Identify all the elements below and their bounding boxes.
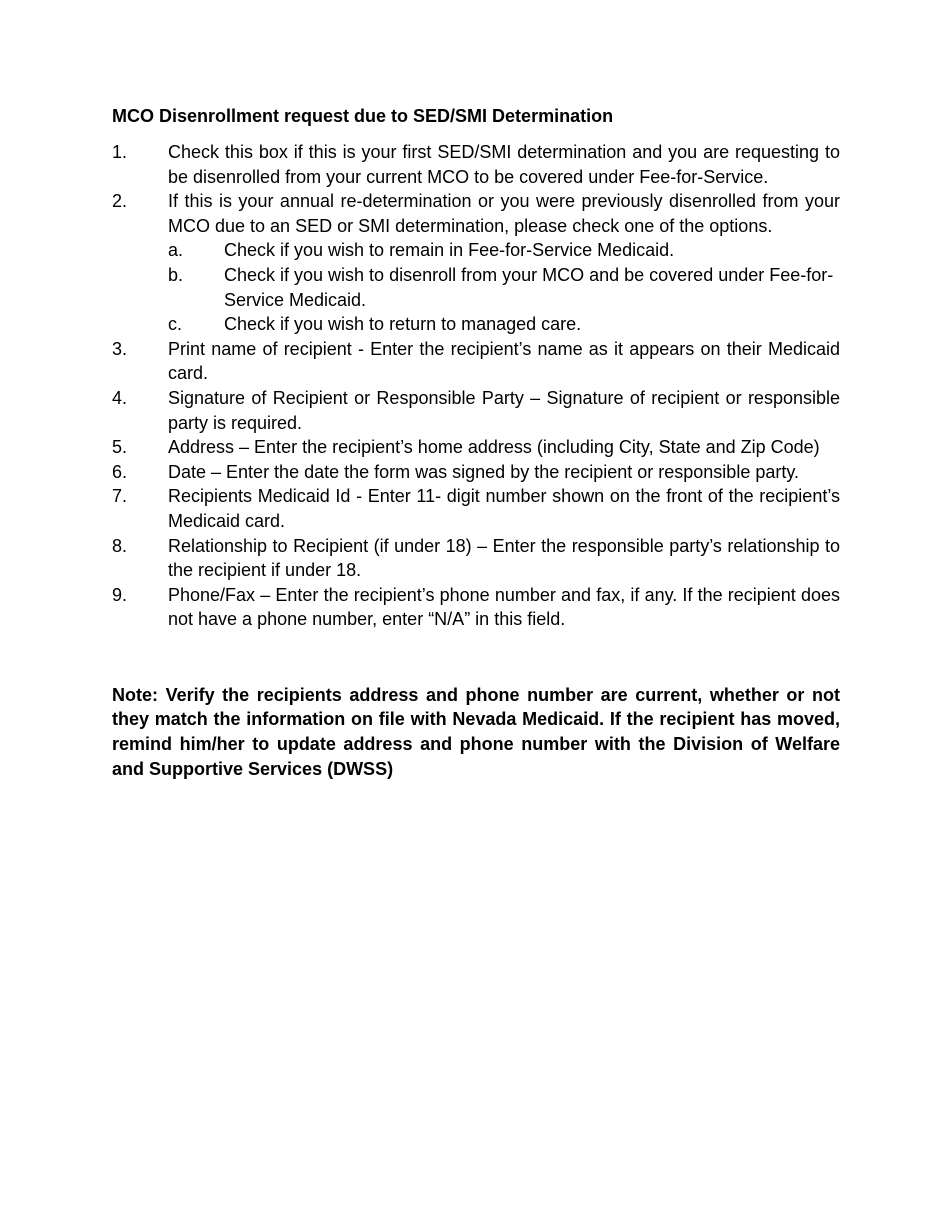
item-text: Print name of recipient - Enter the recipient’s name as it appears on their Medicaid card. — [168, 338, 840, 384]
item-number: 4. — [112, 387, 128, 408]
item-text: Date – Enter the date the form was signed by the recipient or responsible party. — [168, 461, 800, 482]
list-item-4 — [112, 386, 840, 435]
item-text: Relationship to Recipient (if under 18) – Enter the responsible party’s relationship to the recipient if under 18. — [168, 535, 840, 581]
list-item-9 — [112, 583, 840, 632]
item-number: 1. — [112, 142, 128, 162]
item-number: 2. — [112, 191, 128, 212]
instruction-list — [112, 140, 840, 632]
sub-item-text: Check if you wish to return to managed care. — [224, 314, 582, 335]
item-number: 3. — [112, 338, 128, 359]
sub-item-letter: b. — [168, 264, 184, 285]
list-item-3 — [112, 337, 840, 386]
sub-item-letter: a. — [168, 240, 184, 261]
verification-note: Note: Verify the recipients address and phone number are current, whether or not they match the information on file with Nevada Medicaid. If the recipient has moved, remind him/her to update address and phone number with the Division of Welfare and Supportive Services (DWSS) — [112, 684, 840, 779]
list-item-6 — [112, 460, 840, 485]
item-text: Check this box if this is your first SED/SMI determination and you are requesting to be disenrolled from your current MCO to be covered under Fee-for-Service. — [168, 142, 840, 187]
item-text: Recipients Medicaid Id - Enter 11- digit number shown on the front of the recipient’s Medicaid card. — [168, 486, 840, 531]
item-number: 7. — [112, 486, 128, 507]
list-item-2 — [112, 189, 840, 337]
sub-item-text: Check if you wish to disenroll from your MCO and be covered under Fee-for-Service Medicaid. — [224, 264, 834, 310]
item-number: 6. — [112, 461, 128, 482]
list-item-8 — [112, 534, 840, 583]
instructions-page — [112, 104, 840, 781]
page-title: MCO Disenrollment request due to SED/SMI Determination — [112, 106, 614, 126]
sub-item-c — [168, 312, 840, 337]
list-item-1 — [112, 140, 840, 189]
list-item-5 — [112, 435, 840, 460]
item-text: Signature of Recipient or Responsible Party – Signature of recipient or responsible party is required. — [168, 387, 840, 433]
sub-item-text: Check if you wish to remain in Fee-for-Service Medicaid. — [224, 240, 675, 261]
sub-item-letter: c. — [168, 314, 183, 335]
item-text: If this is your annual re-determination or you were previously disenrolled from your MCO due to an SED or SMI determination, please check one of the options. — [168, 191, 840, 236]
item-number: 9. — [112, 584, 128, 605]
item-text: Phone/Fax – Enter the recipient’s phone number and fax, if any. If the recipient does not have a phone number, enter “N/A” in this field. — [168, 584, 840, 630]
sub-item-a — [168, 238, 840, 263]
item-number: 5. — [112, 437, 128, 458]
sub-item-b — [168, 263, 840, 312]
item-text: Address – Enter the recipient’s home address (including City, State and Zip Code) — [168, 437, 820, 458]
list-item-7 — [112, 484, 840, 533]
item-number: 8. — [112, 535, 128, 556]
